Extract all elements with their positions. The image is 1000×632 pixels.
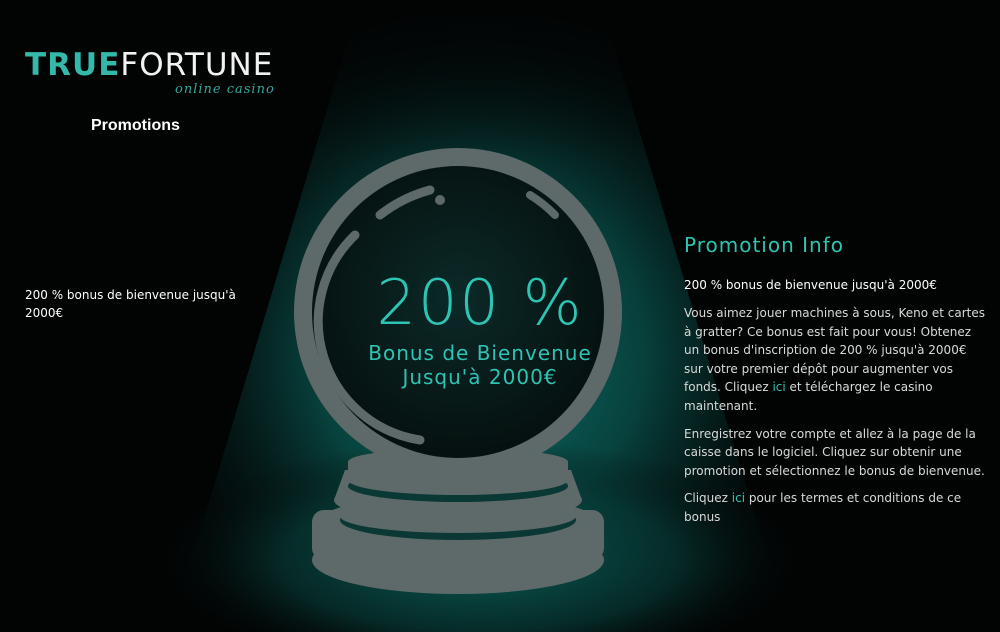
logo-wordmark <box>25 48 285 82</box>
promotion-info-heading: Promotion Info <box>684 233 844 257</box>
paragraph-3-before: Cliquez <box>684 491 732 506</box>
logo[interactable] <box>25 47 285 97</box>
logo-true-text: TRUE <box>25 47 121 83</box>
banner-line1: Bonus de Bienvenue <box>368 341 592 365</box>
promotion-info-paragraph-1 <box>684 304 988 416</box>
paragraph-1-text: Vous aimez jouer machines à sous, Keno et cartes à gratter? Ce bonus est fait pour vous! Obtenez un bonus d'inscription de 200 % jusqu'à 2000€ sur votre premier dépôt pour augmenter vos fonds. Cliquez <box>684 306 986 395</box>
logo-tagline: online casino <box>175 82 275 97</box>
promotion-info-subtitle: 200 % bonus de bienvenue jusqu'à 2000€ <box>684 278 937 292</box>
terms-link[interactable]: ici <box>731 491 746 506</box>
promotion-info-panel <box>684 232 988 536</box>
banner-line2: Jusqu'à 2000€ <box>402 365 558 389</box>
nav-promotions-link[interactable]: Promotions <box>91 117 180 134</box>
paragraph-1-after: et téléchargez le casino maintenant. <box>684 380 933 413</box>
promotion-info-paragraph-2: Enregistrez votre compte et allez à la page de la caisse dans le logiciel. Cliquez sur obtenir une promotion et sélectionnez le bonus de bienvenue. <box>684 426 985 478</box>
banner-percent: 200 % <box>376 266 584 339</box>
left-promo-title[interactable]: 200 % bonus de bienvenue jusqu'à 2000€ <box>25 288 236 320</box>
download-link[interactable]: ici <box>772 380 786 395</box>
promotion-info-paragraph-3 <box>684 489 988 526</box>
logo-fortune-text: FORTUNE <box>120 47 274 83</box>
paragraph-3-after: pour les termes et conditions de ce bonus <box>684 491 962 524</box>
